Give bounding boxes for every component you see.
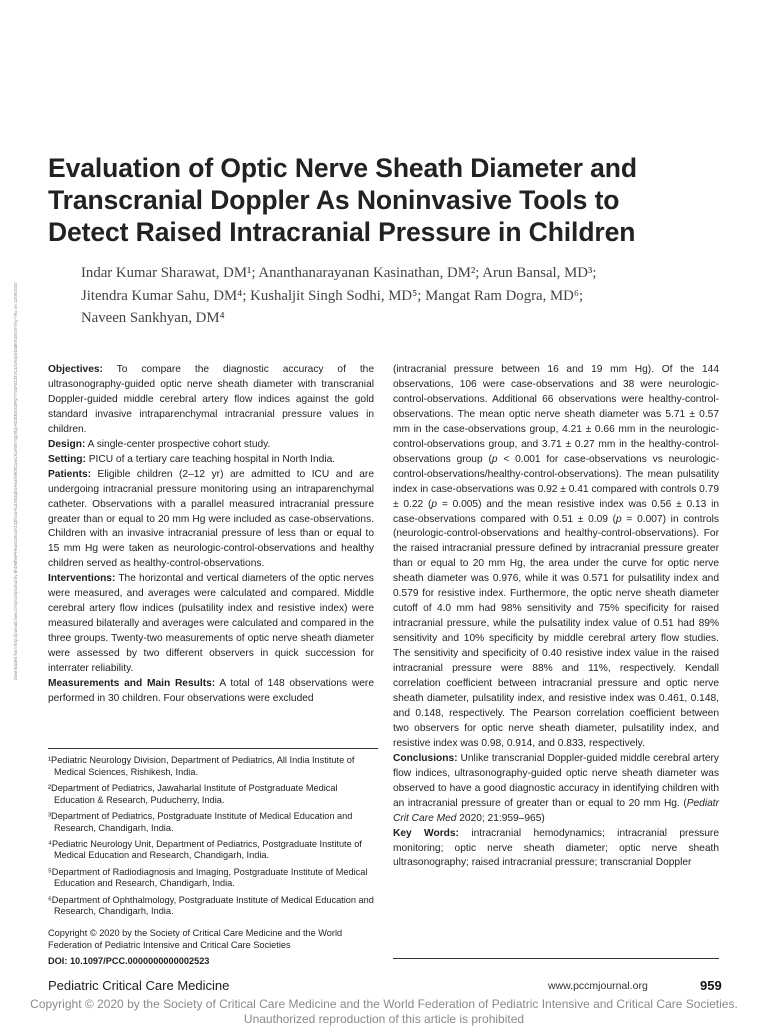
author-list [81, 262, 721, 330]
article-title [48, 152, 738, 248]
p-symbol: p [491, 453, 498, 465]
section-text: Eligible children (2–12 yr) are admitted to ICU and are undergoing intracranial pressure monitoring using an intraparenchymal catheter. Observations with a parallel measured intracranial pressure greater than or equal to 20 mm Hg were included as case-observations. Children with an invasive intracranial pressure of less than or equal to 15 mm Hg were taken as neurologic-control-observations and healthy children served as healthy-control-observations. [48, 468, 374, 570]
section-text: 2020; 21:959–965) [456, 812, 545, 824]
section-text: Unlike transcranial Doppler-guided middle cerebral artery flow indices, ultrasonography-guided optic nerve sheath diameter was observed to have a good diagnostic accuracy in identifying children with an intracranial pressure of greater than or equal to 20 mm Hg. ( [393, 752, 719, 809]
affiliation-item: ¹Pediatric Neurology Division, Department of Pediatrics, All India Institute of Medical Sciences, Rishikesh, India. [48, 755, 355, 777]
download-notice [13, 282, 23, 728]
section-label: Design: [48, 438, 86, 450]
copyright-watermark [0, 997, 768, 1027]
journal-citation: Pediatr Crit Care Med [393, 797, 719, 824]
section-label: Interventions: [48, 573, 116, 585]
section-text: intracranial hemodynamics; intracranial pressure monitoring; optic nerve sheath diameter; optic nerve sheath ultrasonography; raised intracranial pressure; transcranial Doppler [393, 827, 719, 869]
abstract-interventions [48, 572, 374, 677]
affiliation-item: ⁴Pediatric Neurology Unit, Department of Pediatrics, Postgraduate Institute of Medical Education and Research, Chandigarh, India. [48, 838, 362, 861]
affiliation-item: ³Department of Pediatrics, Postgraduate Institute of Medical Education and Research, Chandigarh, India. [48, 810, 353, 833]
footer-journal-name: Pediatric Critical Care Medicine [48, 978, 230, 993]
copyright-notice: Copyright © 2020 by the Society of Critical Care Medicine and the World Federation of Pediatric Intensive and Critical Care Societies [48, 927, 343, 950]
section-text: < 0.001 for case-observations vs neurologic-control-observations/healthy-control-observations). The mean pulsatility index in case-observations was 0.92 ± 0.41 compared with controls 0.79 ± 0.22 ( [393, 453, 719, 510]
abstract-setting [48, 453, 374, 468]
title-line: Evaluation of Optic Nerve Sheath Diameter and [48, 153, 637, 183]
p-symbol: p [616, 513, 622, 525]
abstract-objectives [48, 363, 374, 438]
abstract-results-continued [393, 363, 719, 752]
section-label: Patients: [48, 468, 92, 480]
title-line: Detect Raised Intracranial Pressure in Children [48, 217, 636, 247]
affiliation-item: ⁶Department of Ophthalmology, Postgraduate Institute of Medical Education and Research, Chandigarh, India. [48, 894, 374, 917]
section-label: Key Words: [393, 827, 459, 839]
footer-journal-url[interactable]: www.pccmjournal.org [548, 980, 648, 992]
abstract-patients [48, 468, 374, 573]
affiliation-divider [48, 748, 378, 749]
section-text: A total of 148 observations were performed in 30 children. Four observations were excluded [48, 678, 374, 704]
title-line: Transcranial Doppler As Noninvasive Tools to [48, 185, 620, 215]
column-end-divider [393, 958, 719, 959]
author-line: Naveen Sankhyan, DM⁴ [81, 310, 225, 326]
page-number: 959 [700, 978, 722, 993]
abstract-results-start [48, 677, 374, 707]
abstract-design [48, 438, 374, 453]
affiliation-item: ⁵Department of Radiodiagnosis and Imaging, Postgraduate Institute of Medical Education and Research, Chandigarh, India. [48, 866, 368, 889]
watermark-line: Unauthorized reproduction of this article is prohibited [243, 1012, 525, 1026]
affiliation-item: ²Department of Pediatrics, Jawaharlal Institute of Postgraduate Medical Education & Research, Puducherry, India. [48, 782, 338, 805]
section-text: The horizontal and vertical diameters of the optic nerves were measured, and averages were calculated and compared. Middle cerebral artery flow indices (pulsatility index and resistive index) were measured bilaterally and averages were calculated and compared in the three groups. Twenty-two measurements of optic nerve sheath diameter were assessed by two different observers in quick succession for interrater reliability. [48, 573, 374, 675]
doi[interactable]: DOI: 10.1097/PCC.0000000000002523 [48, 955, 210, 966]
section-text: (intracranial pressure between 16 and 19 mm Hg). Of the 144 observations, 106 were case-observations and 38 were neurologic-control-observations. Additional 66 observations were healthy-control-observations. The mean optic nerve sheath diameter was 5.71 ± 0.57 mm in the case-observations group, 4.21 ± 0.66 mm in the neurologic-control-observations group, and 3.71 ± 0.27 mm in the healthy-control-observations group ( [393, 364, 719, 465]
section-text: A single-center prospective cohort study. [87, 438, 271, 450]
section-text: = 0.007) in controls (neurologic-control-observations and healthy-control-observations). For the raised intracranial pressure defined by intracranial pressure greater than or equal to 20 mm Hg, the area under the curve for optic nerve sheath diameter was 0.976, while it was 0.571 for pulsatility index and 0.579 for resistive index. Furthermore, the optic nerve sheath diameter cutoff of 4.0 mm had 98% sensitivity and 75% specificity for raised intracranial pressure, while the pulsatility index value of 0.51 had 89% sensitivity and 10% specificity by middle cerebral artery flow studies. The sensitivity and specificity of 0.40 resistive index value in the raised intracranial pressure were 88% and 11%, respectively. Kendall correlation coefficient between intracranial pressure and optic nerve sheath diameter, pulsatility index, and resistive index was 0.461, 0.148, and 0.148, respectively. The Pearson correlation coefficient between two observers for optic nerve sheath diameter, pulsatility index, and resistive index was 0.98, 0.914, and 0.833, respectively. [393, 513, 719, 749]
section-label: Measurements and Main Results: [48, 678, 216, 690]
download-notice-text: Downloaded from http://journals.lww.com/pccmjournal by BhDMf5ePHKav1zEoum1tQfN4a+kJLhEZgbsIHo4XMi0hCywCX1AWnYQp/IlQrHD3i3D0OdRyi7TvSFl4Cf3VC4/OAVpDDa8KKGKV0Ymy+78= on 11/05/2020 [13, 282, 18, 680]
section-label: Objectives: [48, 364, 103, 375]
section-text: = 0.005) and the mean resistive index was 0.56 ± 0.13 in case-observations compared with 0.51 ± 0.09 ( [393, 498, 719, 525]
section-label: Conclusions: [393, 752, 458, 764]
abstract-keywords [393, 827, 719, 872]
section-label: Setting: [48, 453, 86, 465]
abstract-column-right [393, 363, 719, 871]
section-text: PICU of a tertiary care teaching hospital in North India. [88, 453, 336, 465]
author-line: Jitendra Kumar Sahu, DM⁴; Kushaljit Singh Sodhi, MD⁵; Mangat Ram Dogra, MD⁶; [81, 287, 584, 304]
watermark-line: Copyright © 2020 by the Society of Critical Care Medicine and the World Federation of Pediatric Intensive and Critical Care Societies. [30, 997, 738, 1011]
abstract-conclusions [393, 752, 719, 827]
affiliations [48, 755, 378, 972]
p-symbol: p [431, 498, 438, 510]
abstract-column-left [48, 363, 374, 707]
author-line: Indar Kumar Sharawat, DM¹; Ananthanarayanan Kasinathan, DM²; Arun Bansal, MD³; [81, 265, 597, 281]
section-text: To compare the diagnostic accuracy of the ultrasonography-guided optic nerve sheath diameter with transcranial Doppler-guided middle cerebral artery flow indices against the gold standard invasive intraparenchymal intracranial pressure values in children. [48, 364, 374, 435]
